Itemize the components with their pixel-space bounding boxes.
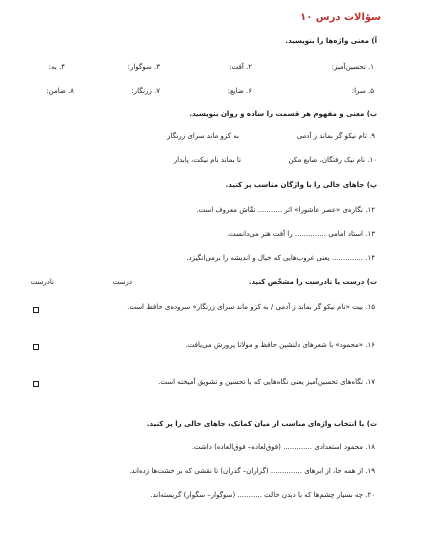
question-17: ۱۷. نگاه‌های تحسین‌آمیز یعنی نگاه‌هایی که با تحسین و تشویق آمیخته است. — [158, 378, 375, 386]
section-b-heading: ب) معنی و مفهوم هر قسمت را ساده و روان بنویسید. — [189, 110, 377, 118]
false-checkbox-17[interactable] — [33, 381, 39, 387]
column-false-label: نادرست — [30, 278, 54, 286]
vocab-item-6: ۶. ضایع: — [227, 87, 252, 95]
section-s-heading: ث) با انتخاب واژه‌ای مناسب از میان کمانک، جاهای خالی را پر کنید. — [146, 420, 377, 428]
page-title: سؤالات درس ۱۰ — [300, 12, 381, 23]
question-18: ۱۸. محمود استعدادی ............. (فوق‌لعاده– فوق‌العاده) داشت. — [191, 443, 375, 451]
question-20: ۲۰. چه بسیار چشم‌ها که با دیدن حالت ........... (سوگوار– سگوار) گریسته‌اند. — [150, 491, 375, 499]
vocab-item-8: ۸. ضامن: — [46, 87, 74, 95]
vocab-item-2: ۲. آفت: — [229, 63, 252, 71]
question-16: ۱۶. «محمود» با شعرهای دلنشین حافظ و مولانا پرورش می‌یافت. — [185, 341, 375, 349]
question-9-verse: به کزو ماند سرای زرنگار — [167, 132, 239, 140]
false-checkbox-15[interactable] — [33, 307, 39, 313]
question-13: ۱۳. استاد امامی .............. را آفت هنر می‌دانست. — [226, 230, 375, 238]
question-10: ۱۰. نام نیک رفتگان، ضایع مکن — [288, 156, 377, 164]
false-checkbox-16[interactable] — [33, 344, 39, 350]
vocab-item-1: ۱. تحسین‌آمیز: — [331, 63, 374, 71]
vocab-item-4: ۴. به: — [48, 63, 65, 71]
question-12: ۱۲. نگاره‌ی «عصر عاشورا» اثر ........... نقّاش معروف است. — [196, 206, 375, 214]
question-9: ۹. تام نیکو گر بماند ز آدمی — [296, 132, 375, 140]
question-15: ۱۵. بیت «نام نیکو گر بماند ز آدمی / به کزو ماند سرای زرنگار» سروده‌ی حافظ است. — [127, 303, 375, 311]
question-14: ۱۴. .............. یعنی غروب‌هایی که خیال و اندیشه را برمی‌انگیزد. — [186, 254, 375, 262]
section-t-heading: ت) درست یا نادرست را مشخّص کنید. — [248, 278, 377, 286]
question-10-verse: تا بماند نام نیکت، پایدار — [173, 156, 241, 164]
vocab-item-5: ۵. سرا: — [351, 87, 374, 95]
section-p-heading: پ) جاهای خالی را با واژگان مناسب پر کنید. — [225, 181, 377, 189]
vocab-item-3: ۳. سوگوار: — [127, 63, 160, 71]
section-a-heading: آ) معنی واژه‌ها را بنویسید. — [285, 37, 377, 45]
vocab-item-7: ۷. زرنگار: — [131, 87, 160, 95]
question-19: ۱۹. از همه جا، از ابرهای .............. (گزاران– گذران) تا نقشی که بر خشت‌ها زده‌اند. — [129, 467, 375, 475]
column-true-label: درست — [112, 278, 132, 286]
